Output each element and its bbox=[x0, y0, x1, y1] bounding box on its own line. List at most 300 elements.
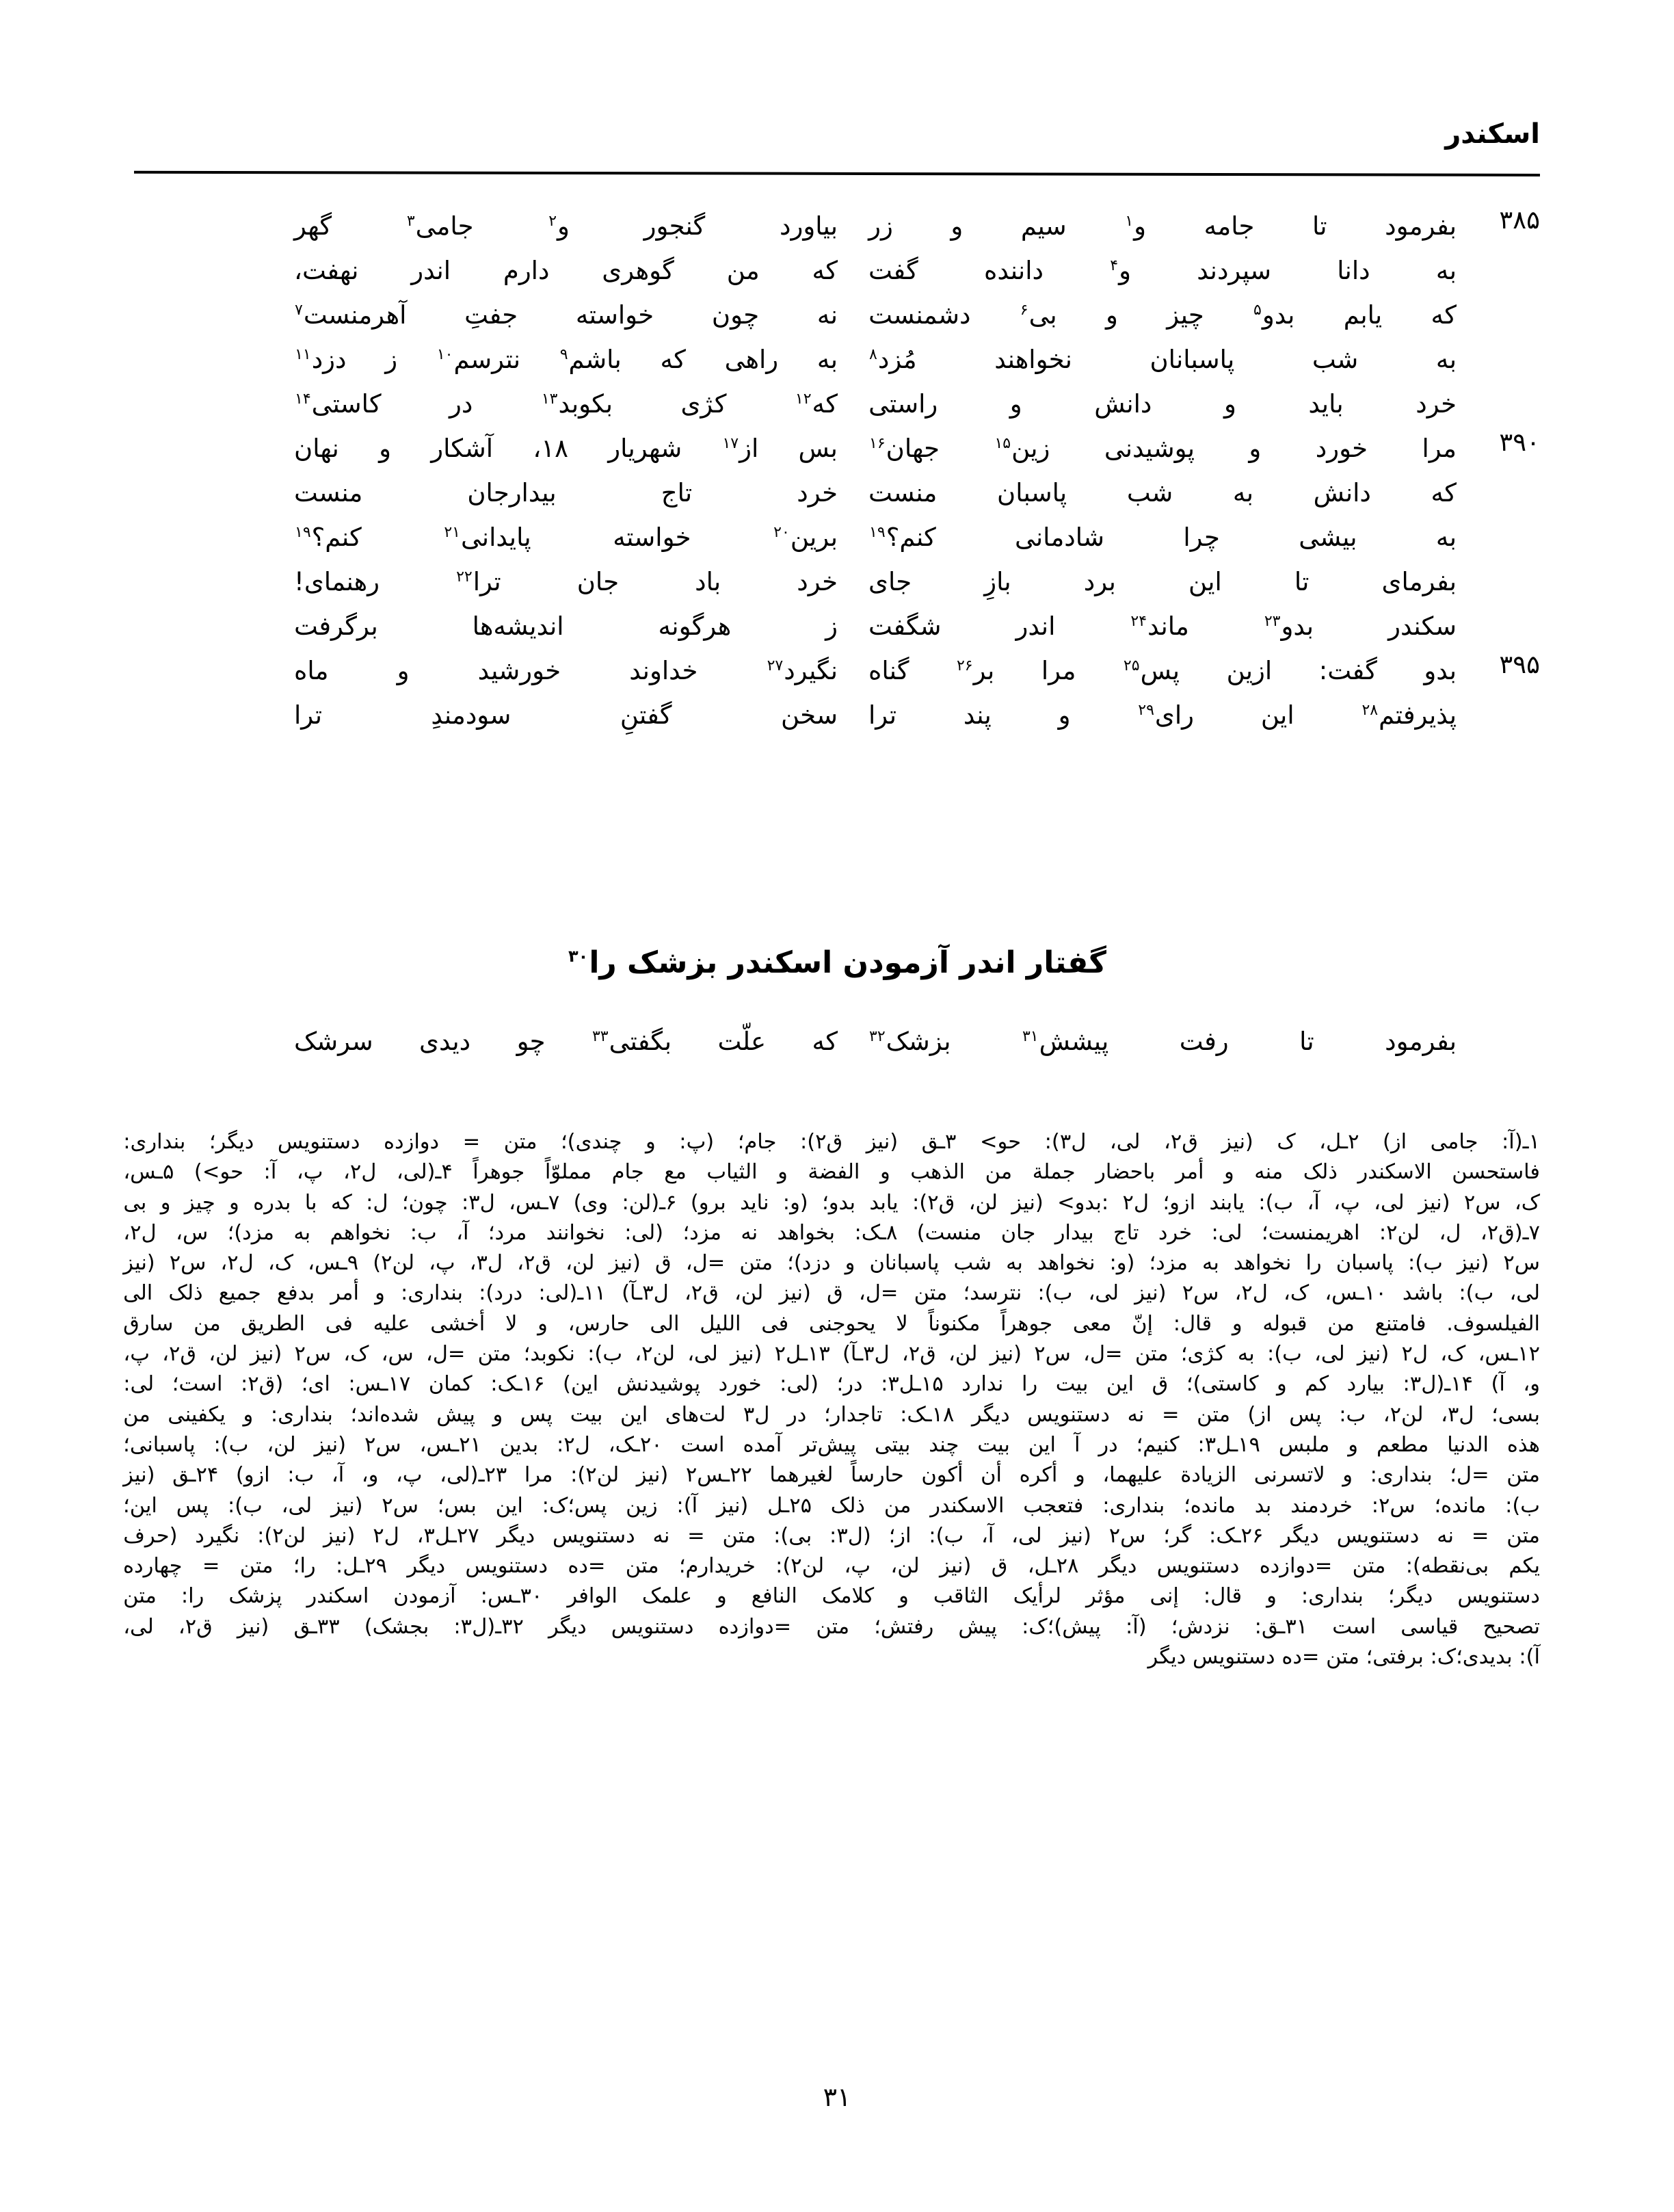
verse-word: جفتِ bbox=[464, 300, 518, 330]
footnote-token: (و: bbox=[1109, 1251, 1135, 1276]
verse-word: خداوند bbox=[629, 656, 698, 685]
footnote-token: ۲۱ـس، bbox=[419, 1432, 481, 1457]
footnote-token: ۱۶ـک: bbox=[490, 1372, 545, 1397]
footnote-token: آ): bbox=[676, 1493, 698, 1518]
footnote-token: پ، bbox=[395, 1463, 423, 1488]
verse-word: به bbox=[1435, 523, 1457, 552]
footnote-token: (نیز bbox=[1134, 1281, 1167, 1306]
verse-word: باد bbox=[695, 567, 721, 596]
verse-word: به bbox=[1435, 256, 1457, 285]
verse-word: ز bbox=[825, 611, 838, 641]
footnote-marker: ۱۰ bbox=[436, 345, 453, 363]
footnote-token: لی، bbox=[1088, 1281, 1119, 1306]
hemistich-text bbox=[868, 339, 1457, 381]
footnote-token: مملوّاً bbox=[544, 1160, 592, 1185]
verse-word: نه bbox=[816, 300, 838, 330]
verse-word: رهنمای! bbox=[294, 567, 380, 596]
footnote-token: = bbox=[687, 1523, 705, 1548]
verse-line bbox=[134, 605, 1540, 650]
footnote-marker: ۸ bbox=[869, 345, 877, 363]
footnote-token: (نیز bbox=[1357, 1342, 1390, 1367]
footnote-token: لن، bbox=[734, 1281, 764, 1306]
verse-word: مُزد$^۸$ bbox=[869, 345, 917, 374]
footnote-token: ک، bbox=[1440, 1342, 1466, 1367]
hemistich-text bbox=[294, 250, 838, 292]
footnote-token: دیگر bbox=[496, 1523, 535, 1548]
footnote-token: است bbox=[680, 1432, 725, 1457]
footnote-token: متن bbox=[816, 1614, 850, 1639]
footnote-token: =ل، bbox=[858, 1281, 899, 1306]
verse-word: و bbox=[1009, 389, 1022, 419]
verse-word: چیز bbox=[1167, 300, 1204, 330]
verse-line bbox=[134, 383, 1540, 427]
hemistich-right bbox=[868, 694, 1463, 737]
footnote-token: لن، bbox=[948, 1342, 978, 1367]
verse-word: جای bbox=[868, 567, 912, 596]
hemistich-right bbox=[868, 427, 1463, 470]
footnote-token: ۲۰ـک، bbox=[608, 1432, 663, 1457]
hemistich-text bbox=[294, 561, 838, 603]
verse-word: سیم bbox=[1020, 211, 1067, 241]
verse-word: بزشک$^{۳۲}$ bbox=[869, 1027, 951, 1056]
footnote-token: (نیز bbox=[779, 1281, 811, 1306]
footnote-token: حو>) bbox=[194, 1160, 243, 1185]
footnote-token: باشد bbox=[1402, 1281, 1444, 1306]
footnote-line bbox=[123, 1248, 1540, 1278]
hemistich-right bbox=[868, 1021, 1463, 1063]
footnote-token: لن۲) bbox=[373, 1251, 415, 1276]
footnote-line bbox=[123, 1491, 1540, 1521]
footnote-token: پ، bbox=[123, 1342, 150, 1367]
verse-word: باشم$^۹$ bbox=[559, 345, 622, 374]
footnote-token: را؛ bbox=[293, 1554, 316, 1579]
verse-word: سرشک bbox=[294, 1027, 373, 1056]
hemistich-text bbox=[294, 694, 838, 737]
verse-word: دانش bbox=[1313, 478, 1371, 508]
footnote-token: از) bbox=[1247, 1402, 1272, 1427]
footnote-token: دزد)؛ bbox=[787, 1251, 831, 1276]
footnote-token: = bbox=[462, 1130, 481, 1154]
verse-right-group bbox=[868, 694, 1540, 737]
verse-line bbox=[134, 294, 1540, 339]
footnote-token: ملبس bbox=[1278, 1432, 1330, 1457]
footnote-token: ک bbox=[1277, 1130, 1296, 1154]
footnote-token: کنیم؛ bbox=[1136, 1432, 1180, 1457]
footnote-token: إنّ bbox=[1132, 1311, 1153, 1336]
footnote-token: بجشک) bbox=[364, 1614, 429, 1639]
footnote-token: ۱۸ـک: bbox=[900, 1402, 955, 1427]
footnote-token: ندارد bbox=[961, 1372, 1004, 1397]
verse-word: زر bbox=[868, 211, 893, 241]
footnote-token: حو> bbox=[979, 1130, 1022, 1154]
verse-word: بدو$^{۲۳}$ bbox=[1264, 611, 1314, 641]
footnote-token: ۱۷ـس: bbox=[348, 1372, 411, 1397]
hemistich-text bbox=[868, 294, 1457, 337]
verse-word: ازین bbox=[1226, 656, 1273, 685]
footnote-token: دیگر bbox=[548, 1614, 587, 1639]
footnote-token: پاسبانی؛ bbox=[123, 1432, 196, 1457]
verse-word: باید bbox=[1308, 389, 1344, 419]
footnote-token: من bbox=[985, 1160, 1013, 1185]
verse-word: بس bbox=[798, 434, 838, 463]
verse-word: شب bbox=[1312, 345, 1359, 374]
verse-line bbox=[134, 250, 1540, 294]
verse-word: این bbox=[1188, 567, 1222, 596]
footnote-token: ۱۴ـ(ل۳: bbox=[1403, 1372, 1473, 1397]
verse-number: ۳۹۰ bbox=[1499, 427, 1540, 457]
footnote-token: أخشی bbox=[430, 1311, 486, 1336]
footnote-token: = bbox=[1471, 1523, 1489, 1548]
footnote-token: قبوله bbox=[1262, 1311, 1307, 1336]
footnote-token: آمده bbox=[743, 1432, 782, 1457]
verse-word: بدو bbox=[1424, 656, 1457, 685]
footnote-token: ۵ـس، bbox=[123, 1160, 174, 1185]
footnote-token: ۱۲ـس، bbox=[1478, 1342, 1540, 1367]
footnote-token: (لی: bbox=[780, 1372, 819, 1397]
footnote-token: مؤثر bbox=[1086, 1584, 1126, 1609]
hemistich-left bbox=[294, 339, 868, 381]
footnote-token: :بدو> bbox=[1057, 1190, 1109, 1215]
footnote-token: فی bbox=[325, 1311, 353, 1336]
hemistich-right bbox=[868, 605, 1463, 648]
footnote-token: ق۲، bbox=[684, 1281, 719, 1306]
footnote-marker: ۲۳ bbox=[1264, 612, 1281, 630]
footnote-token: دیگر bbox=[1098, 1554, 1137, 1579]
verse-word: بفرمای bbox=[1381, 567, 1457, 596]
verse-word: منست bbox=[868, 478, 938, 508]
hemistich-text bbox=[868, 427, 1457, 470]
footnote-token: پ، bbox=[296, 1160, 323, 1185]
footnote-token: این bbox=[620, 1402, 648, 1427]
footnote-token: ۶ـ(لن: bbox=[622, 1190, 677, 1215]
verse-line bbox=[134, 1021, 1540, 1065]
verse-number: ۳۸۵ bbox=[1499, 205, 1540, 235]
footnote-token: و bbox=[243, 1402, 254, 1427]
footnote-token: تصحیح bbox=[1483, 1614, 1540, 1639]
footnote-token: این) bbox=[563, 1372, 599, 1397]
footnote-token: لی، bbox=[1314, 1342, 1345, 1367]
footnote-token: ل۳ـآ) bbox=[622, 1281, 669, 1306]
footnote-token: و bbox=[375, 1281, 385, 1306]
footnote-token: ک، bbox=[343, 1342, 369, 1367]
footnote-token: (نیز bbox=[331, 1493, 363, 1518]
verse-word: و bbox=[1223, 389, 1236, 419]
verse-word: شب bbox=[1126, 478, 1173, 508]
footnote-token: یکم bbox=[1509, 1554, 1540, 1579]
footnote-token: لن۲): bbox=[570, 1463, 620, 1488]
footnote-token: را bbox=[1021, 1372, 1038, 1397]
footnote-token: متن bbox=[239, 1554, 274, 1579]
footnote-token: ل۲، bbox=[1234, 1281, 1268, 1306]
footnote-token: الثاقب bbox=[933, 1584, 989, 1609]
footnote-token: س۲ bbox=[1034, 1342, 1071, 1367]
footnote-token: أمر bbox=[330, 1281, 359, 1306]
verse-right-group bbox=[868, 1021, 1540, 1063]
footnote-token: لغیرهما bbox=[769, 1463, 834, 1488]
footnote-token: اسکندر bbox=[306, 1584, 369, 1609]
footnote-token: ک، bbox=[1514, 1190, 1540, 1215]
hemistich-text bbox=[868, 250, 1457, 292]
footnote-token: بنداری: bbox=[400, 1281, 463, 1306]
footnote-token: من bbox=[1327, 1311, 1355, 1336]
hemistich-right bbox=[868, 650, 1463, 692]
verse-right-group bbox=[868, 472, 1540, 514]
footnote-marker: ۲۸ bbox=[1361, 701, 1379, 719]
footnote-token: بنداری: bbox=[1301, 1584, 1364, 1609]
footnote-token: ل، bbox=[1439, 1220, 1461, 1245]
footnote-token: مانده؛ bbox=[1184, 1493, 1236, 1518]
footnote-token: اللیل bbox=[700, 1311, 741, 1336]
footnote-token: ۲۲ـس۲ bbox=[685, 1463, 752, 1488]
footnote-token: کمان bbox=[428, 1372, 473, 1397]
hemistich-left bbox=[294, 383, 868, 425]
footnote-token: (پ: bbox=[679, 1130, 715, 1154]
hemistich-text bbox=[294, 427, 838, 470]
footnote-line bbox=[123, 1157, 1540, 1187]
footnote-token: معی bbox=[1072, 1311, 1112, 1336]
hemistich-text bbox=[294, 605, 838, 648]
footnote-token: ل: bbox=[366, 1190, 388, 1215]
footnote-token: بد bbox=[1254, 1493, 1272, 1518]
footnote-token: و bbox=[1342, 1463, 1353, 1488]
footnote-line bbox=[123, 1188, 1540, 1218]
footnote-token: ۸ـک: bbox=[854, 1220, 898, 1245]
footnote-token: علیهما، bbox=[1102, 1463, 1163, 1488]
footnote-marker: ۲۰ bbox=[773, 523, 790, 541]
hemistich-text bbox=[294, 1021, 838, 1063]
footnote-token: دستنویس bbox=[1156, 1554, 1240, 1579]
verse-right-group bbox=[868, 383, 1540, 425]
footnote-marker: ۱۴ bbox=[295, 390, 311, 408]
verse-right-group bbox=[868, 205, 1540, 248]
footnote-token: بدو؛ bbox=[822, 1190, 855, 1215]
verse-word: بفرمود bbox=[1385, 1027, 1457, 1056]
footnote-token: قیاسی bbox=[1400, 1614, 1459, 1639]
hemistich-left bbox=[294, 561, 868, 603]
footnote-token: من bbox=[884, 1493, 912, 1518]
footnote-token: س، bbox=[381, 1342, 414, 1367]
verse-number: ۳۹۵ bbox=[1499, 650, 1540, 679]
footnote-token: (نیز bbox=[636, 1463, 669, 1488]
footnote-token: ۷ـ(ق۲، bbox=[1480, 1220, 1540, 1245]
footnote-token: خردمند bbox=[1290, 1493, 1353, 1518]
footnote-token: ل۲ bbox=[1401, 1342, 1428, 1367]
footnote-token: پاسبانان bbox=[869, 1251, 940, 1276]
footnote-token: با bbox=[304, 1190, 317, 1215]
footnote-token: (نیز bbox=[940, 1554, 972, 1579]
footnote-token: (نیز bbox=[866, 1130, 899, 1154]
footnote-marker: ۱۶ bbox=[869, 434, 886, 452]
footnote-token: متن bbox=[1506, 1463, 1540, 1488]
verse-word: گوهری bbox=[602, 256, 674, 285]
footnote-token: ق bbox=[827, 1281, 843, 1306]
footnote-token: ب): bbox=[1407, 1251, 1443, 1276]
footnote-token: ۳ـق bbox=[921, 1130, 957, 1154]
footnote-token: لی، bbox=[687, 1342, 718, 1367]
footnote-token: پ، bbox=[1333, 1190, 1360, 1215]
footnote-line bbox=[123, 1581, 1540, 1611]
footnote-token: لن۲: bbox=[1379, 1220, 1420, 1245]
footnote-token: ۲۸ـل، bbox=[1027, 1554, 1079, 1579]
footnote-line bbox=[123, 1612, 1540, 1642]
footnote-token: متن bbox=[722, 1523, 756, 1548]
verse-word: نخواهند bbox=[994, 345, 1072, 374]
footnote-token: (و: bbox=[782, 1190, 808, 1215]
verse-word: به bbox=[816, 345, 838, 374]
footnote-token: نخواهم bbox=[330, 1220, 391, 1245]
footnote-token: ۱ـ(آ: bbox=[1502, 1130, 1540, 1154]
footnote-token: و، bbox=[1523, 1372, 1540, 1397]
verse-word: تاج bbox=[661, 478, 693, 508]
footnote-marker: ۱ bbox=[1125, 212, 1134, 230]
verse-word: ۱۸، bbox=[533, 434, 569, 463]
footnote-token: نخواهد bbox=[1233, 1251, 1292, 1276]
hemistich-text bbox=[868, 1021, 1457, 1063]
footnote-token: ل۳: bbox=[461, 1190, 495, 1215]
hemistich-right bbox=[868, 205, 1463, 248]
footnote-token: قال: bbox=[1173, 1311, 1212, 1336]
verse-word: ز bbox=[385, 345, 398, 374]
verse-word: و bbox=[951, 211, 964, 241]
footnote-token: لن، bbox=[890, 1554, 920, 1579]
hemistich-text bbox=[294, 205, 838, 248]
verse-word: گناه bbox=[868, 656, 909, 685]
footnote-token: پس bbox=[520, 1402, 553, 1427]
footnote-token: یابند bbox=[1209, 1190, 1245, 1215]
verse-word: اندر bbox=[1015, 611, 1056, 641]
footnote-token: و bbox=[1224, 1160, 1234, 1185]
footnote-token: النافع bbox=[751, 1584, 797, 1609]
footnote-token: إنی bbox=[1150, 1584, 1179, 1609]
footnote-token: ب: bbox=[287, 1463, 315, 1488]
footnote-token: گر؛ bbox=[1163, 1523, 1192, 1548]
footnote-token: ۷ـس، bbox=[509, 1190, 560, 1215]
verse-right-group bbox=[868, 650, 1540, 692]
footnote-token: لی: bbox=[123, 1372, 155, 1397]
verse-word: که bbox=[812, 1027, 838, 1056]
verse-word: چون bbox=[711, 300, 760, 330]
verse-word: چو bbox=[516, 1027, 546, 1056]
footnote-token: ۹ـس، bbox=[308, 1251, 359, 1276]
verse-word: علّت bbox=[717, 1027, 767, 1056]
footnote-token: چند bbox=[929, 1432, 959, 1457]
hemistich-left bbox=[294, 472, 868, 514]
footnote-token: دستنویس bbox=[1336, 1523, 1420, 1548]
footnote-token: أن bbox=[981, 1463, 1002, 1488]
hemistich-text bbox=[294, 294, 838, 337]
footnote-token: پیش bbox=[958, 1614, 997, 1639]
footnote-token: مانده؛ bbox=[1434, 1493, 1487, 1518]
hemistich-right bbox=[868, 561, 1463, 603]
verse-word: جان bbox=[576, 567, 620, 596]
footnote-token: (نیز bbox=[250, 1342, 282, 1367]
footnote-token: بی‌نقطه): bbox=[1405, 1554, 1489, 1579]
footnote-token: لرأیک bbox=[1013, 1584, 1062, 1609]
footnote-token: علمک bbox=[641, 1584, 693, 1609]
verse-word: دانش bbox=[1094, 389, 1152, 419]
footnote-token: بیت bbox=[977, 1432, 1010, 1457]
footnote-token: پیش‌تر bbox=[800, 1432, 857, 1457]
footnote-marker: ۳۳ bbox=[592, 1027, 609, 1045]
footnote-marker: ۹ bbox=[559, 345, 568, 363]
hemistich-left bbox=[294, 650, 868, 692]
verse-line bbox=[134, 561, 1540, 605]
footnote-token: ۲۵ـل bbox=[767, 1493, 812, 1518]
footnote-token: ق۲، bbox=[162, 1342, 197, 1367]
footnote-token: ذلک bbox=[168, 1281, 203, 1306]
footnote-token: بی): bbox=[773, 1523, 812, 1548]
footnote-token: از) bbox=[1382, 1130, 1407, 1154]
verse-word: گنجور bbox=[643, 211, 706, 241]
footnote-marker: ۱۷ bbox=[722, 434, 739, 452]
footnote-token: پ، bbox=[429, 1251, 455, 1276]
footnote-token: (نیز bbox=[123, 1463, 155, 1488]
footnote-token: ب): bbox=[929, 1523, 964, 1548]
footnote-token: =دوازده bbox=[718, 1614, 792, 1639]
verse-word: خواسته bbox=[613, 523, 691, 552]
footnote-token: و bbox=[229, 1190, 239, 1215]
verse-word: بیاورد bbox=[780, 211, 838, 241]
footnote-token: لی، bbox=[123, 1614, 154, 1639]
footnote-token: س۲ bbox=[294, 1342, 332, 1367]
footnote-token: دیگر؛ bbox=[209, 1130, 254, 1154]
footnote-token: و bbox=[717, 1584, 727, 1609]
verse-word: بیشی bbox=[1299, 523, 1357, 552]
verse-right-group bbox=[868, 605, 1540, 648]
footnote-token: ق bbox=[1152, 1372, 1169, 1397]
verse-word: و bbox=[397, 656, 410, 685]
footnote-token: نخوانند bbox=[546, 1220, 605, 1245]
footnote-token: متن bbox=[739, 1251, 773, 1276]
verse-word: به bbox=[1435, 345, 1457, 374]
footnote-token: وی) bbox=[573, 1190, 609, 1215]
footnote-token: =ل؛ bbox=[1450, 1463, 1489, 1488]
footnote-token: ای؛ bbox=[301, 1372, 330, 1397]
footnote-token: (نیز bbox=[609, 1251, 641, 1276]
footnote-token: متن bbox=[503, 1130, 537, 1154]
verse-word: خواسته bbox=[575, 300, 654, 330]
footnote-token: پاسبان bbox=[1336, 1251, 1394, 1276]
footnote-token: این bbox=[495, 1493, 523, 1518]
footnote-token: س۲ bbox=[169, 1251, 207, 1276]
footnote-token: ق۲، bbox=[901, 1342, 936, 1367]
hemistich-right bbox=[868, 472, 1463, 514]
footnote-token: ل۲ bbox=[1122, 1190, 1150, 1215]
footnote-token: الی bbox=[650, 1311, 680, 1336]
footnote-token: الدنیا bbox=[1447, 1432, 1489, 1457]
verse-word: تا bbox=[1312, 211, 1327, 241]
footnote-token: لن۲): bbox=[257, 1523, 306, 1548]
verse-word: ترا bbox=[868, 700, 897, 730]
footnote-token: بنداری: bbox=[123, 1130, 186, 1154]
footnote-token: یحوجنی bbox=[809, 1311, 876, 1336]
footnote-token: پس bbox=[176, 1493, 209, 1518]
footnote-token: أکره bbox=[1019, 1463, 1058, 1488]
footnote-token: بیتی bbox=[875, 1432, 911, 1457]
verse-word: پند bbox=[963, 700, 992, 730]
hemistich-text bbox=[868, 205, 1457, 248]
footnote-token: این؛ bbox=[123, 1493, 157, 1518]
footnote-line bbox=[123, 1309, 1540, 1339]
verse-word: خرد bbox=[1416, 389, 1457, 419]
footnote-token: ۲۷ـل۳، bbox=[416, 1523, 479, 1548]
footnote-token: ازو؛ bbox=[1162, 1190, 1196, 1215]
footnote-token: این bbox=[1106, 1372, 1134, 1397]
verse-word: و bbox=[1058, 700, 1071, 730]
footnote-token: بنداری: bbox=[1102, 1493, 1165, 1518]
footnote-token: به bbox=[1006, 1251, 1023, 1276]
footnote-token: دستنویس bbox=[553, 1523, 635, 1548]
